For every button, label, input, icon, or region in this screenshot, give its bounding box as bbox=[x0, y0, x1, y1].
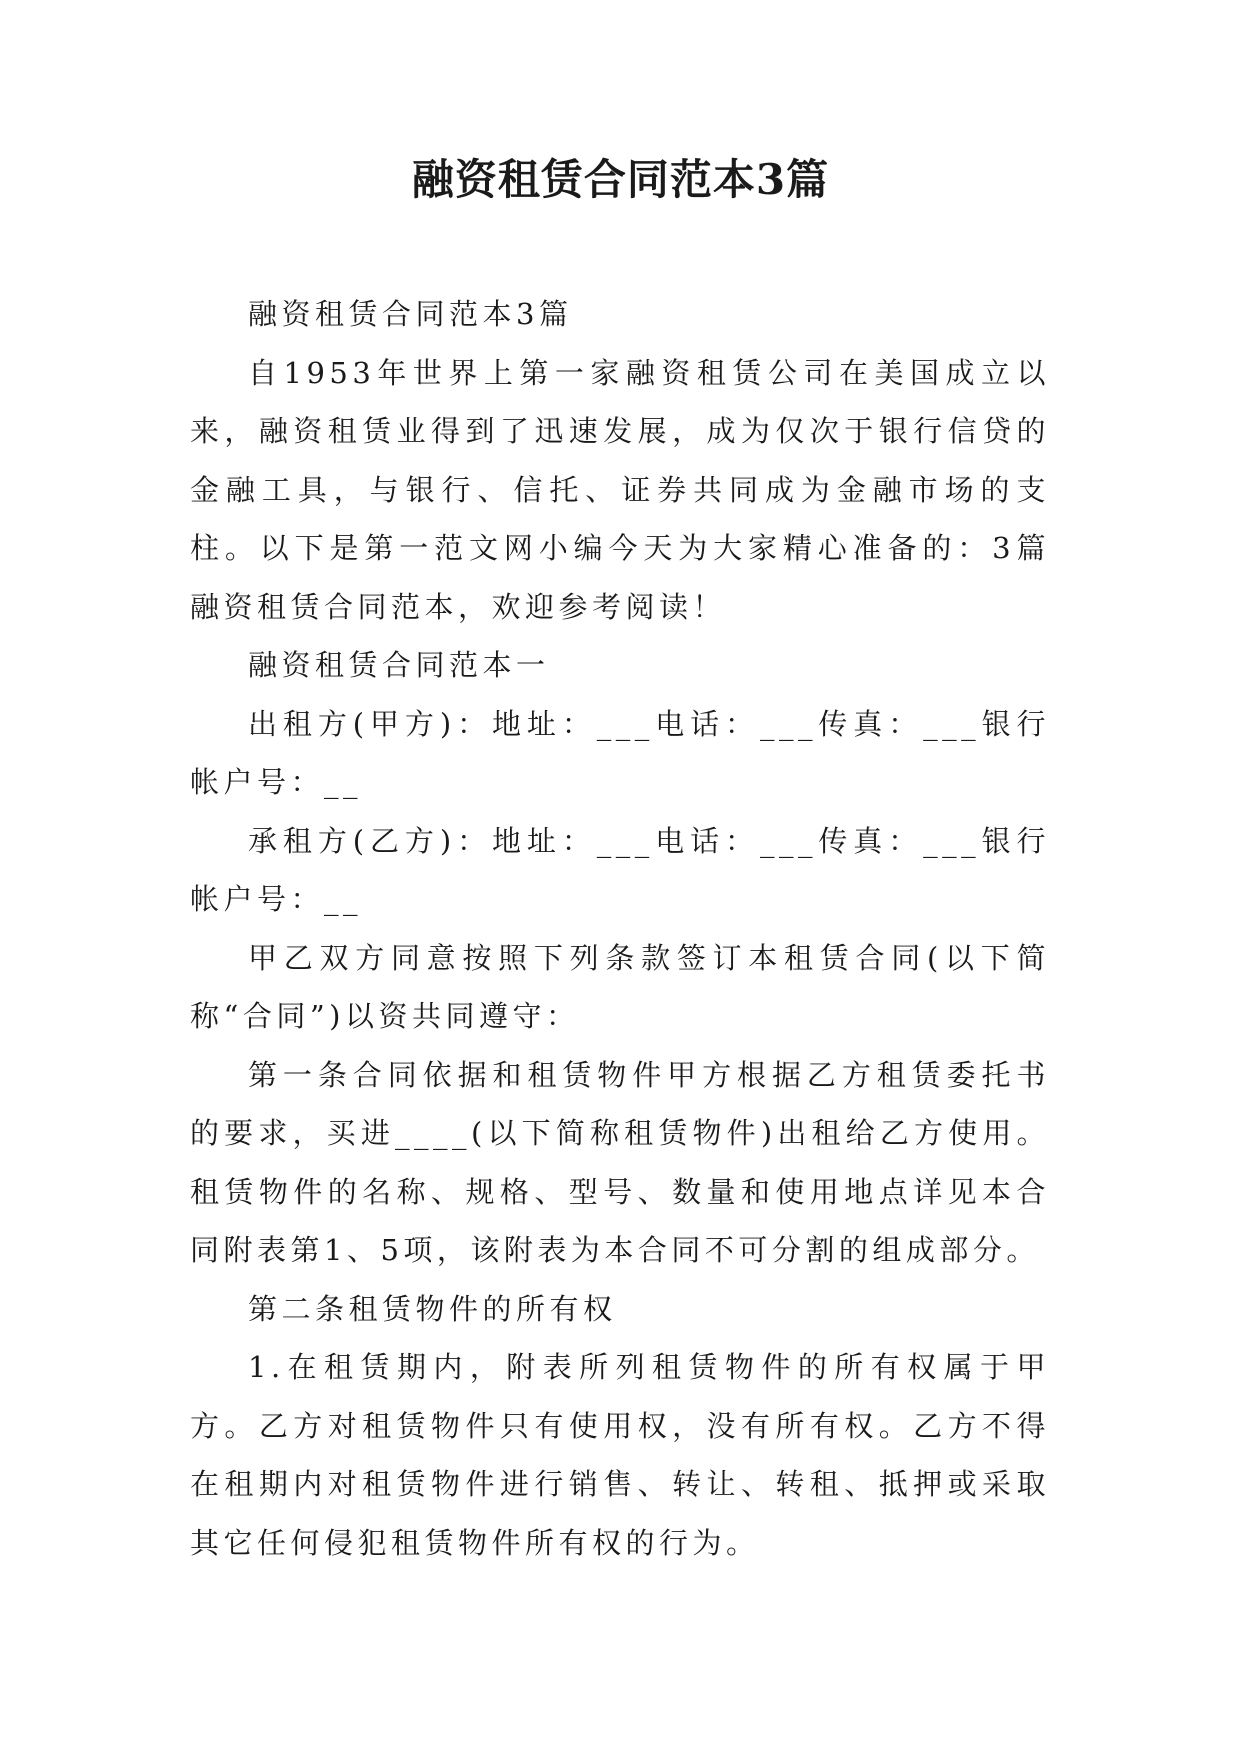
paragraph-lessor-info: 出租方(甲方)：地址：___电话：___传真：___银行帐户号：__ bbox=[190, 706, 1050, 799]
paragraph-section-heading: 融资租赁合同范本一 bbox=[248, 648, 550, 682]
paragraph-article-2-heading: 第二条租赁物件的所有权 bbox=[248, 1291, 617, 1326]
paragraph-lessee-info: 承租方(乙方)：地址：___电话：___传真：___银行帐户号：__ bbox=[190, 823, 1050, 916]
paragraph-agreement: 甲乙双方同意按照下列条款签订本租赁合同(以下简称“合同”)以资共同遵守： bbox=[190, 940, 1050, 1033]
document-body bbox=[190, 285, 1050, 1572]
paragraph-subtitle: 融资租赁合同范本3篇 bbox=[248, 297, 573, 331]
document-title: 融资租赁合同范本3篇 bbox=[411, 155, 830, 204]
paragraph-intro: 自1953年世界上第一家融资租赁公司在美国成立以来，融资租赁业得到了迅速发展，成为仅次于银行信贷的金融工具，与银行、信托、证券共同成为金融市场的支柱。以下是第一范文网小编今天为大家精心准备的：3篇融资租赁合同范本，欢迎参考阅读！ bbox=[190, 355, 1050, 624]
paragraph-article-2-clause-1: 1.在租赁期内，附表所列租赁物件的所有权属于甲方。乙方对租赁物件只有使用权，没有所有权。乙方不得在租期内对租赁物件进行销售、转让、转租、抵押或采取其它任何侵犯租赁物件所有权的行为。 bbox=[190, 1350, 1050, 1560]
paragraph-article-1: 第一条合同依据和租赁物件甲方根据乙方租赁委托书的要求，买进____(以下简称租赁物件)出租给乙方使用。租赁物件的名称、规格、型号、数量和使用地点详见本合同附表第1、5项，该附表为本合同不可分割的组成部分。 bbox=[190, 1057, 1050, 1267]
